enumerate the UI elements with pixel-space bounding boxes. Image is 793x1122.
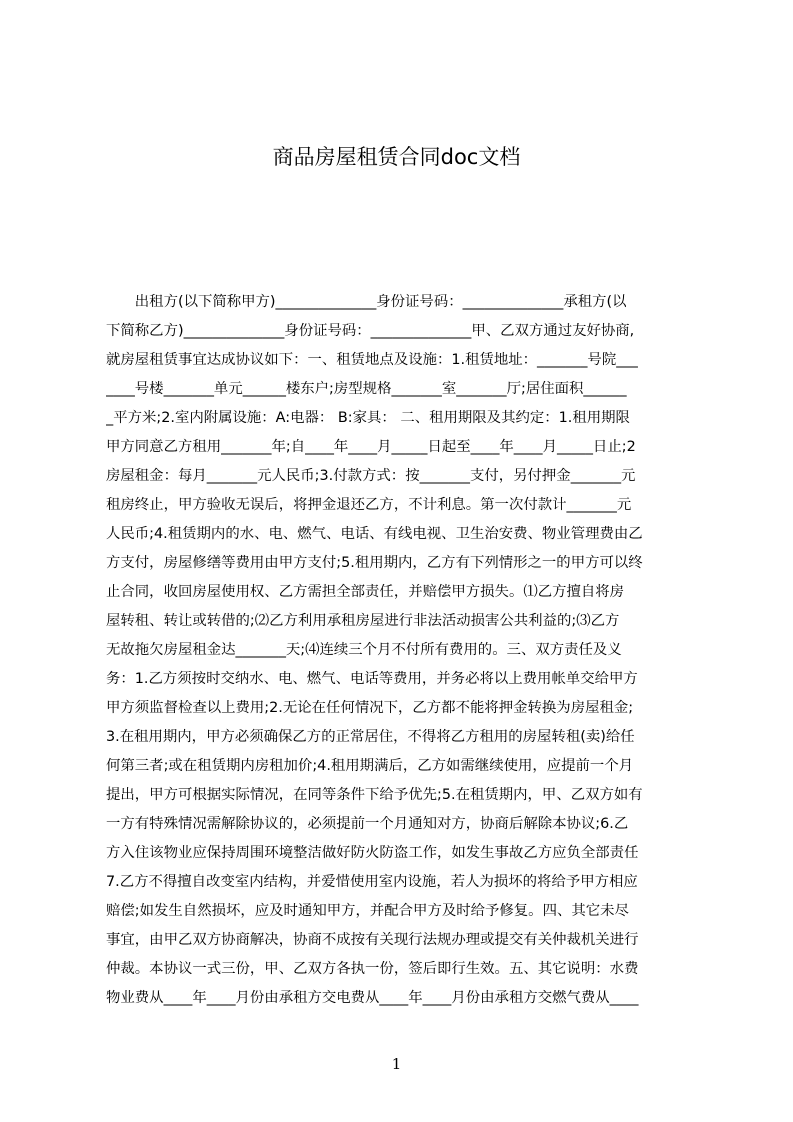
body-line: 方支付，房屋修缮等费用由甲方支付;5.租用期内，乙方有下列情形之一的甲方可以终: [106, 555, 643, 571]
body-line: 止合同，收回房屋使用权、乙方需担全部责任，并赔偿甲方损失。⑴乙方擅自将房: [106, 584, 625, 600]
body-line: 出租方(以下简称甲方)______________身份证号码：______________承租方(以: [106, 294, 627, 310]
body-line: 事宜，由甲乙双方协商解决，协商不成按有关现行法规办理或提交有关仲裁机关进行: [106, 932, 639, 948]
body-line: 甲方同意乙方租用_______年;自____年____月_____日起至____年____月_____日止;2: [106, 439, 636, 455]
body-line: [106, 1013, 698, 1018]
body-line: 屋转租、转让或转借的;⑵乙方利用承租房屋进行非法活动损害公共利益的;⑶乙方: [106, 613, 620, 629]
body-line: 提出，甲方可根据实际情况，在同等条件下给予优先;5.在租赁期内，甲、乙双方如有: [106, 787, 643, 803]
document-title: 商品房屋租赁合同doc文档: [272, 145, 521, 169]
body-line: _平方米;2.室内附属设施：A:电器： B:家具： 二、租用期限及其约定：1.租用期限: [106, 410, 630, 426]
page-number: 1: [391, 1055, 402, 1073]
body-line: 物业费从____年____月份由承租方交电费从____年____月份由承租方交燃气费从____: [106, 990, 639, 1006]
body-line: 甲方须监督检查以上费用;2.无论在任何情况下，乙方都不能将押金转换为房屋租金;: [106, 700, 634, 716]
body-line: ____号楼_______单元______楼东户;房型规格_______室_______厅;居住面积______: [106, 381, 627, 397]
body-line: 仲裁。本协议一式三份，甲、乙双方各执一份，签后即行生效。五、其它说明：水费: [106, 961, 639, 977]
body-line: 3.在租用期内，甲方必须确保乙方的正常居住，不得将乙方租用的房屋转租(卖)给任: [106, 729, 635, 745]
body-line: 方入住该物业应保持周围环境整洁做好防火防盗工作，如发生事故乙方应负全部责任: [106, 845, 639, 861]
body-line: 7.乙方不得擅自改变室内结构，并爱惜使用室内设施，若人为损坏的将给予甲方相应: [106, 874, 638, 890]
body-line: 无故拖欠房屋租金达_______天;⑷连续三个月不付所有费用的。三、双方责任及义: [106, 642, 622, 658]
contract-body: [106, 288, 698, 1018]
body-line: 务：1.乙方须按时交纳水、电、燃气、电话等费用，并务必将以上费用帐单交给甲方: [106, 671, 638, 687]
body-line: 赔偿;如发生自然损坏，应及时通知甲方，并配合甲方及时给予修复。四、其它未尽: [106, 903, 629, 919]
body-line: 一方有特殊情况需解除协议的，必须提前一个月通知对方，协商后解除本协议;6.乙: [106, 816, 629, 832]
body-line: 就房屋租赁事宜达成协议如下：一、租赁地点及设施：1.租赁地址：_______号院___: [106, 352, 638, 368]
body-line: 何第三者;或在租赁期内房租加价;4.租用期满后，乙方如需继续使用，应提前一个月: [106, 758, 634, 774]
body-line: 租房终止，甲方验收无误后，将押金退还乙方，不计利息。第一次付款计_______元: [106, 497, 632, 513]
body-line: 下简称乙方)______________身份证号码：______________甲、乙双方通过友好协商,: [106, 323, 635, 339]
body-line: 人民币;4.租赁期内的水、电、燃气、电话、有线电视、卫生治安费、物业管理费由乙: [106, 526, 643, 542]
body-line: 房屋租金：每月_______元人民币;3.付款方式：按_______支付，另付押金_______元: [106, 468, 636, 484]
